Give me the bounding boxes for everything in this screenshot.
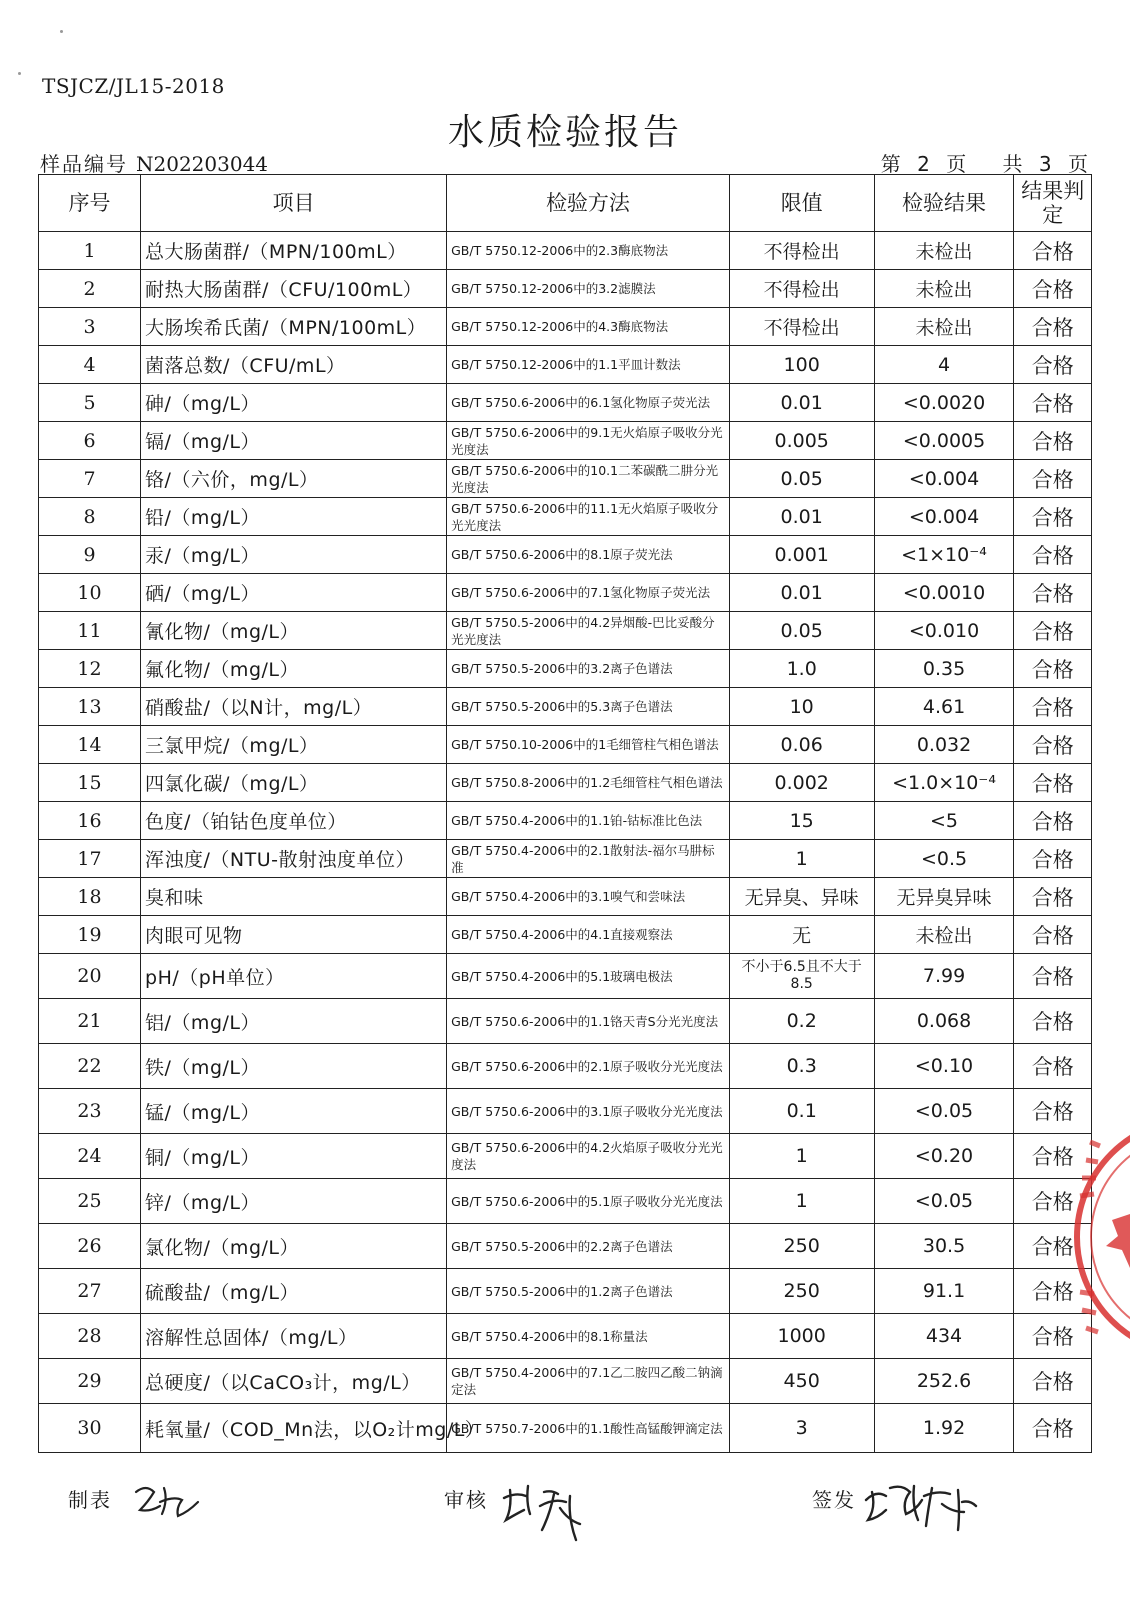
- issued-label: 签发: [812, 1488, 856, 1512]
- test-method: GB/T 5750.6-2006中的8.1原子荧光法: [447, 536, 730, 574]
- test-result: <0.0010: [874, 574, 1014, 612]
- limit-value: 0.05: [729, 460, 874, 498]
- row-number: 25: [39, 1179, 141, 1224]
- item-name: 铝/（mg/L）: [141, 999, 447, 1044]
- test-result: <0.010: [874, 612, 1014, 650]
- row-number: 3: [39, 308, 141, 346]
- scan-speck: [18, 72, 21, 75]
- test-result: 无异臭异味: [874, 878, 1014, 916]
- table-row: [39, 1269, 1092, 1314]
- limit-value: 0.01: [729, 574, 874, 612]
- item-name: 大肠埃希氏菌/（MPN/100mL）: [141, 308, 447, 346]
- verdict: 合格: [1014, 688, 1092, 726]
- test-result: 0.35: [874, 650, 1014, 688]
- table-row: [39, 954, 1092, 999]
- item-name: 菌落总数/（CFU/mL）: [141, 346, 447, 384]
- row-number: 12: [39, 650, 141, 688]
- test-result: 未检出: [874, 308, 1014, 346]
- table-row: [39, 726, 1092, 764]
- table-row: [39, 1044, 1092, 1089]
- table-row: [39, 1089, 1092, 1134]
- table-row: [39, 536, 1092, 574]
- table-row: [39, 878, 1092, 916]
- test-method: GB/T 5750.6-2006中的6.1氢化物原子荧光法: [447, 384, 730, 422]
- limit-value: 1: [729, 1179, 874, 1224]
- row-number: 15: [39, 764, 141, 802]
- table-row: [39, 384, 1092, 422]
- verdict: 合格: [1014, 1404, 1092, 1453]
- row-number: 1: [39, 232, 141, 270]
- verdict: 合格: [1014, 1269, 1092, 1314]
- test-method: GB/T 5750.4-2006中的1.1铂-钴标准比色法: [447, 802, 730, 840]
- test-result: 未检出: [874, 916, 1014, 954]
- test-method: GB/T 5750.5-2006中的1.2离子色谱法: [447, 1269, 730, 1314]
- row-number: 22: [39, 1044, 141, 1089]
- item-name: 总硬度/（以CaCO₃计，mg/L）: [141, 1359, 447, 1404]
- report-title: 水质检验报告: [447, 112, 682, 153]
- test-method: GB/T 5750.4-2006中的4.1直接观察法: [447, 916, 730, 954]
- test-result: <5: [874, 802, 1014, 840]
- limit-value: 0.06: [729, 726, 874, 764]
- limit-value: 不得检出: [729, 270, 874, 308]
- table-row: [39, 688, 1092, 726]
- table-row: [39, 999, 1092, 1044]
- verdict: 合格: [1014, 840, 1092, 878]
- test-method: GB/T 5750.7-2006中的1.1酸性高锰酸钾滴定法: [447, 1404, 730, 1453]
- row-number: 23: [39, 1089, 141, 1134]
- document-code: TSJCZ/JL15-2018: [42, 74, 225, 98]
- test-method: GB/T 5750.4-2006中的2.1散射法-福尔马肼标准: [447, 840, 730, 878]
- item-name: 铅/（mg/L）: [141, 498, 447, 536]
- test-result: <0.20: [874, 1134, 1014, 1179]
- row-number: 18: [39, 878, 141, 916]
- item-name: 氰化物/（mg/L）: [141, 612, 447, 650]
- page-indicator: [871, 148, 1088, 177]
- limit-value: 无异臭、异味: [729, 878, 874, 916]
- item-name: 氟化物/（mg/L）: [141, 650, 447, 688]
- row-number: 28: [39, 1314, 141, 1359]
- limit-value: 0.1: [729, 1089, 874, 1134]
- item-name: 铬/（六价，mg/L）: [141, 460, 447, 498]
- limit-value: 0.3: [729, 1044, 874, 1089]
- test-result: <0.10: [874, 1044, 1014, 1089]
- item-name: pH/（pH单位）: [141, 954, 447, 999]
- test-result: 未检出: [874, 232, 1014, 270]
- item-name: 氯化物/（mg/L）: [141, 1224, 447, 1269]
- prepared-signature: [130, 1478, 210, 1524]
- test-result: <0.0020: [874, 384, 1014, 422]
- row-number: 16: [39, 802, 141, 840]
- limit-value: 250: [729, 1224, 874, 1269]
- row-number: 19: [39, 916, 141, 954]
- test-method: GB/T 5750.6-2006中的10.1二苯碳酰二肼分光光度法: [447, 460, 730, 498]
- limit-value: 10: [729, 688, 874, 726]
- test-result: <1×10⁻⁴: [874, 536, 1014, 574]
- verdict: 合格: [1014, 764, 1092, 802]
- verdict: 合格: [1014, 574, 1092, 612]
- verdict: 合格: [1014, 422, 1092, 460]
- test-method: GB/T 5750.6-2006中的9.1无火焰原子吸收分光光度法: [447, 422, 730, 460]
- test-method: GB/T 5750.4-2006中的3.1嗅气和尝味法: [447, 878, 730, 916]
- limit-value: 1.0: [729, 650, 874, 688]
- verdict: 合格: [1014, 460, 1092, 498]
- test-method: GB/T 5750.12-2006中的1.1平皿计数法: [447, 346, 730, 384]
- row-number: 21: [39, 999, 141, 1044]
- test-result: 434: [874, 1314, 1014, 1359]
- header-verdict: 结果判定: [1014, 175, 1092, 232]
- limit-value: 不小于6.5且不大于8.5: [729, 954, 874, 999]
- test-result: 0.032: [874, 726, 1014, 764]
- page-label-pre: 第: [880, 152, 901, 176]
- limit-value: 3: [729, 1404, 874, 1453]
- test-result: 91.1: [874, 1269, 1014, 1314]
- prepared-label: 制表: [68, 1488, 112, 1512]
- limit-value: 15: [729, 802, 874, 840]
- item-name: 臭和味: [141, 878, 447, 916]
- row-number: 10: [39, 574, 141, 612]
- header-limit: 限值: [729, 175, 874, 232]
- page-current: 2: [917, 152, 930, 176]
- table-row: [39, 1314, 1092, 1359]
- test-result: 0.068: [874, 999, 1014, 1044]
- limit-value: 不得检出: [729, 308, 874, 346]
- results-table: [38, 174, 1092, 1453]
- item-name: 汞/（mg/L）: [141, 536, 447, 574]
- verdict: 合格: [1014, 1314, 1092, 1359]
- test-method: GB/T 5750.5-2006中的2.2离子色谱法: [447, 1224, 730, 1269]
- limit-value: 0.01: [729, 384, 874, 422]
- table-row: [39, 308, 1092, 346]
- sample-number-value: N202203044: [136, 152, 269, 176]
- row-number: 11: [39, 612, 141, 650]
- item-name: 色度/（铂钴色度单位）: [141, 802, 447, 840]
- verdict: 合格: [1014, 498, 1092, 536]
- test-result: 252.6: [874, 1359, 1014, 1404]
- table-row: [39, 916, 1092, 954]
- limit-value: 1000: [729, 1314, 874, 1359]
- page-label-total: 共: [1002, 152, 1023, 176]
- table-row: [39, 574, 1092, 612]
- test-result: <0.0005: [874, 422, 1014, 460]
- sample-number-label: 样品编号: [40, 152, 128, 176]
- limit-value: 无: [729, 916, 874, 954]
- verdict: 合格: [1014, 384, 1092, 422]
- item-name: 锰/（mg/L）: [141, 1089, 447, 1134]
- item-name: 铁/（mg/L）: [141, 1044, 447, 1089]
- limit-value: 0.01: [729, 498, 874, 536]
- row-number: 5: [39, 384, 141, 422]
- test-method: GB/T 5750.6-2006中的1.1铬天青S分光光度法: [447, 999, 730, 1044]
- verdict: 合格: [1014, 232, 1092, 270]
- page-total: 3: [1038, 152, 1052, 176]
- item-name: 硝酸盐/（以N计，mg/L）: [141, 688, 447, 726]
- item-name: 耐热大肠菌群/（CFU/100mL）: [141, 270, 447, 308]
- verdict: 合格: [1014, 954, 1092, 999]
- item-name: 三氯甲烷/（mg/L）: [141, 726, 447, 764]
- sample-number-line: [40, 148, 268, 177]
- table-row: [39, 270, 1092, 308]
- test-result: <0.05: [874, 1179, 1014, 1224]
- verdict: 合格: [1014, 999, 1092, 1044]
- table-row: [39, 460, 1092, 498]
- item-name: 硫酸盐/（mg/L）: [141, 1269, 447, 1314]
- verdict: 合格: [1014, 612, 1092, 650]
- test-method: GB/T 5750.12-2006中的2.3酶底物法: [447, 232, 730, 270]
- test-method: GB/T 5750.4-2006中的5.1玻璃电极法: [447, 954, 730, 999]
- test-method: GB/T 5750.6-2006中的2.1原子吸收分光光度法: [447, 1044, 730, 1089]
- issued-signature: [862, 1478, 982, 1536]
- test-method: GB/T 5750.12-2006中的3.2滤膜法: [447, 270, 730, 308]
- row-number: 14: [39, 726, 141, 764]
- verdict: 合格: [1014, 726, 1092, 764]
- red-seal-stamp: [1070, 1112, 1130, 1362]
- table-row: [39, 1404, 1092, 1453]
- test-result: <0.004: [874, 498, 1014, 536]
- verdict: 合格: [1014, 536, 1092, 574]
- table-row: [39, 802, 1092, 840]
- test-method: GB/T 5750.4-2006中的7.1乙二胺四乙酸二钠滴定法: [447, 1359, 730, 1404]
- test-result: 4: [874, 346, 1014, 384]
- test-result: 30.5: [874, 1224, 1014, 1269]
- row-number: 13: [39, 688, 141, 726]
- item-name: 溶解性总固体/（mg/L）: [141, 1314, 447, 1359]
- test-method: GB/T 5750.6-2006中的3.1原子吸收分光光度法: [447, 1089, 730, 1134]
- row-number: 24: [39, 1134, 141, 1179]
- header-result: 检验结果: [874, 175, 1014, 232]
- row-number: 26: [39, 1224, 141, 1269]
- test-method: GB/T 5750.6-2006中的5.1原子吸收分光光度法: [447, 1179, 730, 1224]
- header-no: 序号: [39, 175, 141, 232]
- test-method: GB/T 5750.5-2006中的5.3离子色谱法: [447, 688, 730, 726]
- limit-value: 1: [729, 840, 874, 878]
- header-method: 检验方法: [447, 175, 730, 232]
- test-method: GB/T 5750.4-2006中的8.1称量法: [447, 1314, 730, 1359]
- limit-value: 0.001: [729, 536, 874, 574]
- table-row: [39, 346, 1092, 384]
- page-label-mid: 页: [946, 152, 967, 176]
- limit-value: 100: [729, 346, 874, 384]
- test-result: 7.99: [874, 954, 1014, 999]
- limit-value: 0.002: [729, 764, 874, 802]
- verdict: 合格: [1014, 346, 1092, 384]
- limit-value: 450: [729, 1359, 874, 1404]
- test-method: GB/T 5750.5-2006中的4.2异烟酸-巴比妥酸分光光度法: [447, 612, 730, 650]
- limit-value: 250: [729, 1269, 874, 1314]
- table-row: [39, 422, 1092, 460]
- test-method: GB/T 5750.8-2006中的1.2毛细管柱气相色谱法: [447, 764, 730, 802]
- row-number: 27: [39, 1269, 141, 1314]
- table-row: [39, 232, 1092, 270]
- reviewed-label: 审核: [444, 1488, 488, 1512]
- reviewed-signature: [500, 1478, 590, 1544]
- item-name: 锌/（mg/L）: [141, 1179, 447, 1224]
- table-row: [39, 1134, 1092, 1179]
- table-row: [39, 1179, 1092, 1224]
- row-number: 7: [39, 460, 141, 498]
- test-result: <1.0×10⁻⁴: [874, 764, 1014, 802]
- row-number: 29: [39, 1359, 141, 1404]
- test-method: GB/T 5750.10-2006中的1毛细管柱气相色谱法: [447, 726, 730, 764]
- table-row: [39, 840, 1092, 878]
- test-result: 1.92: [874, 1404, 1014, 1453]
- test-method: GB/T 5750.12-2006中的4.3酶底物法: [447, 308, 730, 346]
- row-number: 9: [39, 536, 141, 574]
- verdict: 合格: [1014, 1359, 1092, 1404]
- item-name: 四氯化碳/（mg/L）: [141, 764, 447, 802]
- item-name: 镉/（mg/L）: [141, 422, 447, 460]
- item-name: 铜/（mg/L）: [141, 1134, 447, 1179]
- row-number: 2: [39, 270, 141, 308]
- test-result: <0.5: [874, 840, 1014, 878]
- header-item: 项目: [141, 175, 447, 232]
- row-number: 8: [39, 498, 141, 536]
- table-row: [39, 1224, 1092, 1269]
- test-result: <0.05: [874, 1089, 1014, 1134]
- test-method: GB/T 5750.6-2006中的4.2火焰原子吸收分光光度法: [447, 1134, 730, 1179]
- verdict: 合格: [1014, 1224, 1092, 1269]
- table-row: [39, 498, 1092, 536]
- limit-value: 0.2: [729, 999, 874, 1044]
- table-row: [39, 1359, 1092, 1404]
- limit-value: 0.005: [729, 422, 874, 460]
- test-result: 4.61: [874, 688, 1014, 726]
- table-row: [39, 764, 1092, 802]
- verdict: 合格: [1014, 916, 1092, 954]
- page-label-post: 页: [1068, 152, 1088, 176]
- test-method: GB/T 5750.5-2006中的3.2离子色谱法: [447, 650, 730, 688]
- test-result: 未检出: [874, 270, 1014, 308]
- row-number: 17: [39, 840, 141, 878]
- item-name: 耗氧量/（COD_Mn法，以O₂计mg/L）: [141, 1404, 447, 1453]
- row-number: 6: [39, 422, 141, 460]
- verdict: 合格: [1014, 802, 1092, 840]
- item-name: 浑浊度/（NTU-散射浊度单位）: [141, 840, 447, 878]
- verdict: 合格: [1014, 1044, 1092, 1089]
- limit-value: 0.05: [729, 612, 874, 650]
- test-method: GB/T 5750.6-2006中的11.1无火焰原子吸收分光光度法: [447, 498, 730, 536]
- item-name: 砷/（mg/L）: [141, 384, 447, 422]
- limit-value: 1: [729, 1134, 874, 1179]
- row-number: 20: [39, 954, 141, 999]
- table-header-row: [39, 175, 1092, 232]
- table-body: [39, 232, 1092, 1453]
- verdict: 合格: [1014, 878, 1092, 916]
- row-number: 4: [39, 346, 141, 384]
- verdict: 合格: [1014, 308, 1092, 346]
- verdict: 合格: [1014, 650, 1092, 688]
- verdict: 合格: [1014, 1179, 1092, 1224]
- table-row: [39, 650, 1092, 688]
- verdict: 合格: [1014, 1134, 1092, 1179]
- scan-speck: [60, 30, 63, 33]
- item-name: 硒/（mg/L）: [141, 574, 447, 612]
- test-result: <0.004: [874, 460, 1014, 498]
- item-name: 肉眼可见物: [141, 916, 447, 954]
- verdict: 合格: [1014, 1089, 1092, 1134]
- verdict: 合格: [1014, 270, 1092, 308]
- table-row: [39, 612, 1092, 650]
- test-method: GB/T 5750.6-2006中的7.1氢化物原子荧光法: [447, 574, 730, 612]
- item-name: 总大肠菌群/（MPN/100mL）: [141, 232, 447, 270]
- row-number: 30: [39, 1404, 141, 1453]
- limit-value: 不得检出: [729, 232, 874, 270]
